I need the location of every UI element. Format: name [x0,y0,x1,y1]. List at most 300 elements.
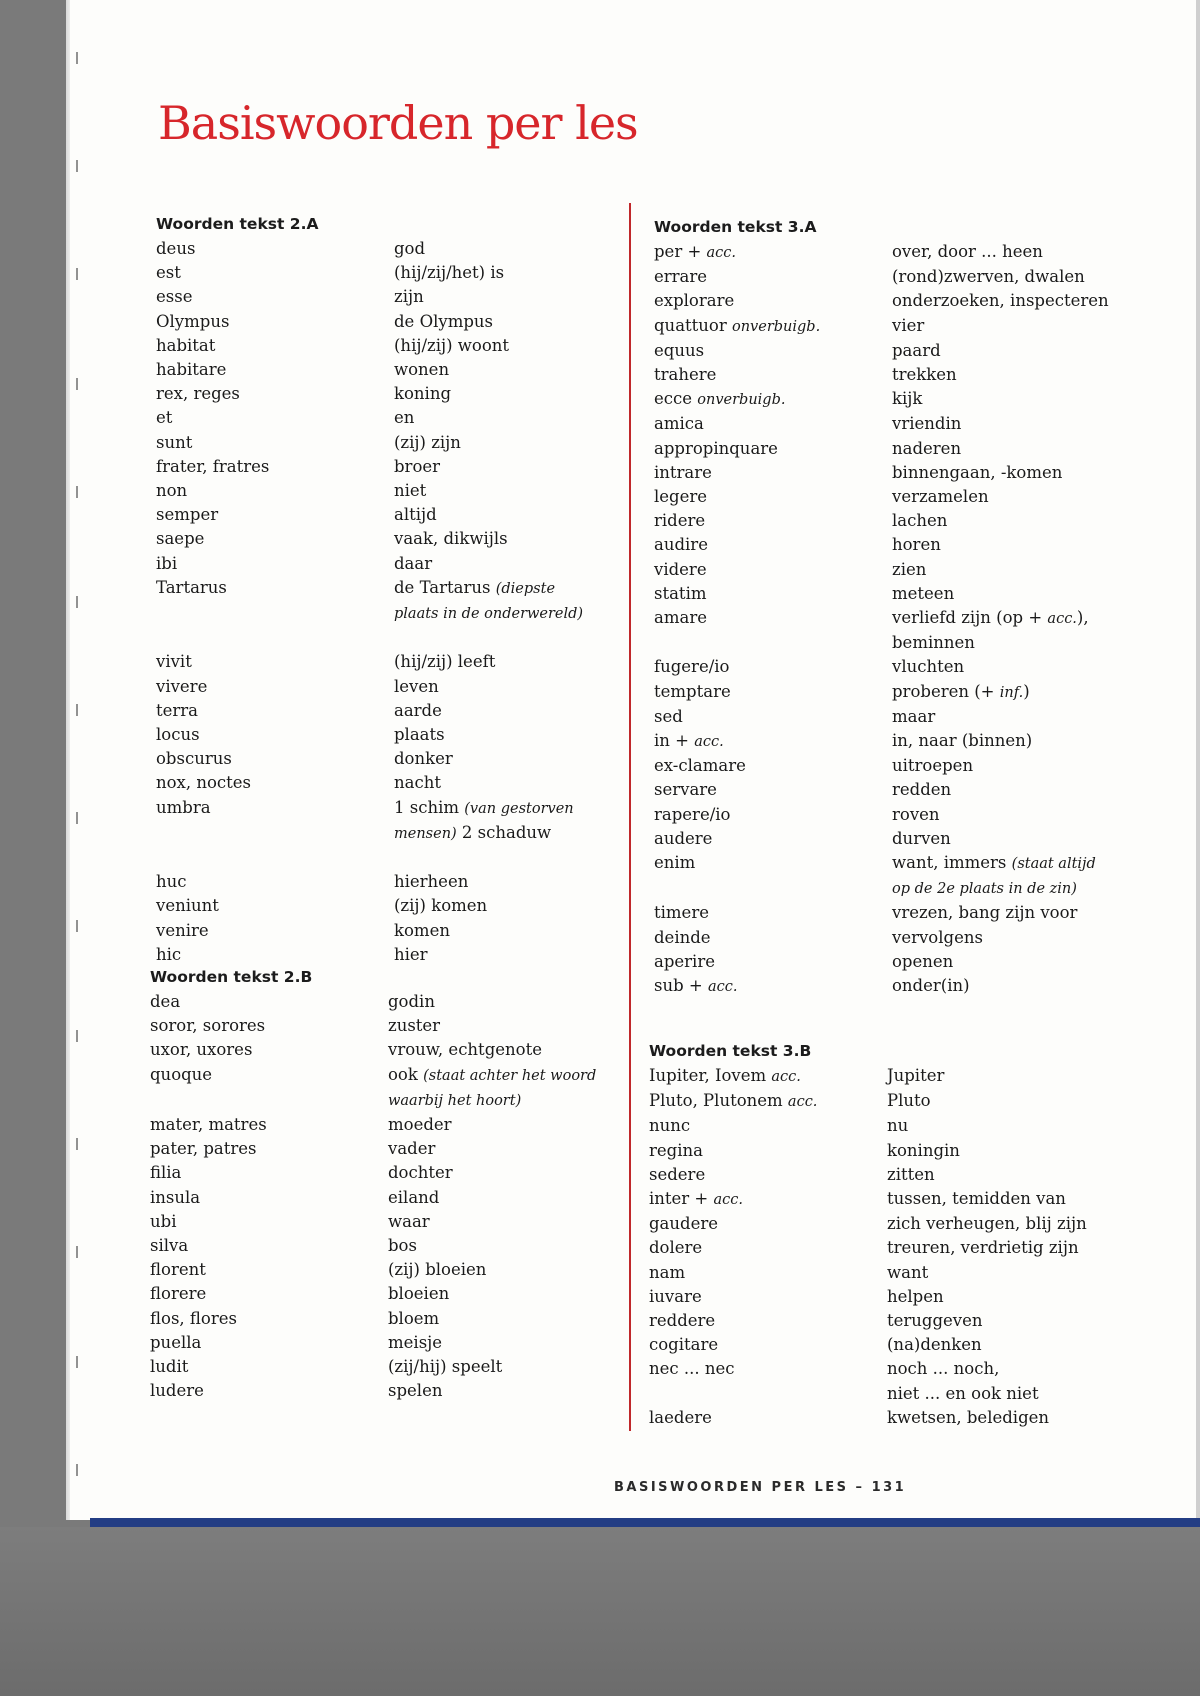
latin-text: dea [150,992,181,1011]
grammar-note: onverbuigb. [697,392,786,409]
dutch-translation [892,582,1122,606]
latin-word [654,827,892,851]
latin-word [654,437,892,461]
latin-text: dolere [649,1238,703,1258]
dutch-text: nacht [394,773,441,793]
dutch-translation [892,803,1122,827]
dutch-translation [887,1333,1117,1357]
latin-word [654,289,892,313]
section-heading: Woorden tekst 2.B [150,968,313,986]
dutch-text: zitten [887,1164,935,1184]
latin-text: pater, patres [150,1139,257,1159]
section-tekst-3a [654,215,1122,999]
dutch-translation [394,747,639,771]
dutch-translation [394,894,639,918]
dutch-text: daar [394,553,433,573]
latin-text: uxor, uxores [150,1040,253,1060]
dutch-text: plaats [394,725,445,745]
dutch-translation [887,1212,1117,1236]
dutch-text: god [394,239,426,258]
dutch-translation [887,1357,1117,1381]
latin-word [150,1379,388,1403]
latin-text: ridere [654,511,706,531]
dutch-text: (hij/zij/het) is [394,263,505,283]
dutch-translation [388,1038,633,1062]
vocab-row [654,974,1122,999]
dutch-text: noch ... noch, [887,1359,1000,1379]
dutch-translation [892,705,1122,729]
dutch-translation [892,461,1122,485]
latin-word [150,1355,388,1379]
dutch-text: Jupiter [887,1066,945,1085]
vocab-row [150,1088,633,1113]
latin-text: amare [654,608,707,628]
vocab-row [156,650,639,674]
translation-note: acc. [1047,611,1077,628]
dutch-text: durven [892,828,951,848]
vocab-row [150,1038,633,1062]
latin-text: sub + [654,976,708,996]
dutch-text: vrouw, echtgenote [388,1040,542,1060]
latin-word [156,406,394,430]
dutch-translation [394,723,639,747]
vocab-row [156,237,639,261]
dutch-translation [892,827,1122,851]
dutch-translation [892,680,1122,705]
dutch-translation [388,1161,633,1185]
vocab-row [654,851,1122,876]
latin-text: hic [156,944,182,964]
dutch-translation [892,412,1122,436]
dutch-text: over, door ... heen [892,242,1043,261]
latin-text: temptare [654,681,731,701]
latin-text: reddere [649,1311,716,1331]
dutch-text: kijk [892,389,923,409]
dutch-text: waar [388,1211,430,1231]
dutch-translation [394,334,639,358]
dutch-text: en [394,408,415,428]
dutch-translation [892,485,1122,509]
vocab-row [654,485,1122,509]
latin-word [654,240,892,265]
vocab-row [156,310,639,334]
dutch-translation [887,1089,1117,1113]
latin-word [156,699,394,723]
dutch-translation [394,919,639,943]
translation-note: (diepste [495,580,556,597]
latin-text: sunt [156,432,193,452]
dutch-text: proberen (+ [892,681,1000,701]
dutch-translation [887,1114,1117,1138]
dutch-text: eiland [388,1187,440,1207]
latin-text: statim [654,583,707,603]
dutch-text: binnengaan, -komen [892,462,1063,482]
dutch-translation [892,289,1122,313]
dutch-translation [394,455,639,479]
dutch-translation [388,1063,633,1088]
section-tekst-3b [649,1039,1117,1430]
latin-word [156,943,394,967]
dutch-translation [388,1113,633,1137]
dutch-translation [887,1187,1117,1211]
vocab-row [156,723,639,747]
vocab-row [654,461,1122,485]
vocab-row [654,289,1122,313]
dutch-translation [892,974,1122,998]
latin-word [150,990,388,1014]
latin-word [156,261,394,285]
latin-word [156,771,394,795]
dutch-text: beminnen [892,633,975,653]
vocab-row [156,576,639,601]
vocab-row [654,901,1122,925]
dutch-translation [887,1163,1117,1187]
dutch-translation [394,310,639,334]
latin-text: puella [150,1332,202,1352]
latin-text: cogitare [649,1335,719,1355]
vocab-row [156,382,639,406]
latin-word [156,358,394,382]
dutch-translation [388,990,633,1014]
dutch-translation [394,527,639,551]
grammar-note: acc. [713,1192,744,1209]
dutch-translation [892,437,1122,461]
latin-word [654,533,892,557]
latin-word [654,974,892,999]
latin-text: nec ... nec [649,1359,735,1379]
page-title: Basiswoorden per les [158,96,638,150]
vocab-list [649,1064,1117,1430]
dutch-text: kwetsen, beledigen [887,1407,1050,1427]
latin-word [150,1161,388,1185]
latin-text: veniunt [156,896,219,916]
latin-word [654,606,892,630]
dutch-text: koning [394,384,452,404]
latin-word [654,803,892,827]
latin-word [156,310,394,334]
vocab-row [156,479,639,503]
vocab-row [654,363,1122,387]
vocab-row [654,803,1122,827]
vocab-row [156,455,639,479]
latin-word [156,285,394,309]
latin-text: rapere/io [654,804,731,824]
dutch-text: vader [388,1139,436,1159]
latin-word [654,851,892,875]
dutch-text: vriendin [892,414,962,434]
latin-word [654,778,892,802]
vocab-row [649,1114,1117,1138]
latin-word [649,1285,887,1309]
latin-word [649,1261,887,1285]
dutch-text: want, immers [892,853,1007,873]
dutch-text: teruggeven [887,1311,983,1331]
latin-text: venire [156,920,209,940]
dutch-text: wonen [394,360,450,380]
vocab-row [150,1210,633,1234]
vocab-row [150,1355,633,1379]
dutch-translation [394,358,639,382]
latin-text: vivit [156,652,192,672]
latin-text: semper [156,505,219,525]
dutch-translation [388,1307,633,1331]
vocab-row [654,240,1122,265]
dutch-text: vervolgens [892,927,983,947]
dutch-translation [394,285,639,309]
latin-word [654,509,892,533]
dutch-text: openen [892,951,954,971]
dutch-text: ook [388,1064,418,1084]
latin-text: Iupiter, Iovem [649,1066,772,1085]
dutch-text: broer [394,456,441,476]
vocab-row [654,926,1122,950]
spacer [156,626,639,650]
dutch-translation [892,778,1122,802]
latin-text: Tartarus [156,577,227,597]
latin-text: intrare [654,462,712,482]
dutch-text: zijn [394,287,424,307]
dutch-text: verzamelen [892,487,989,507]
vocab-row [150,1282,633,1306]
vocab-row [649,1139,1117,1163]
latin-text: habitare [156,360,227,380]
latin-text: ibi [156,553,178,573]
dutch-translation [892,339,1122,363]
latin-word [649,1406,887,1430]
latin-word [150,1063,388,1087]
latin-word [156,894,394,918]
page-footer: BASISWOORDEN PER LES – 131 [614,1480,907,1495]
latin-word [150,1331,388,1355]
dutch-text: roven [892,804,940,824]
dutch-text: spelen [388,1381,443,1401]
section-tekst-2b [150,965,633,1403]
dutch-text: donker [394,749,453,769]
dutch-text: onderzoeken, inspecteren [892,291,1109,311]
latin-text: locus [156,725,200,745]
dutch-translation [892,606,1122,631]
vocab-row [654,412,1122,436]
dutch-translation [388,1014,633,1038]
dutch-text: godin [388,992,435,1011]
latin-word [150,1038,388,1062]
translation-note: (staat achter het woord [423,1067,597,1084]
dutch-text: de Olympus [394,311,493,331]
latin-word [156,334,394,358]
vocab-row [156,870,639,894]
dutch-translation [394,821,639,846]
latin-word [654,950,892,974]
dutch-translation [892,655,1122,679]
dutch-translation [388,1258,633,1282]
translation-note: op de 2e plaats in de zin) [892,881,1077,898]
dutch-translation [388,1088,633,1113]
binding-marks [76,0,80,1500]
vocab-row [654,314,1122,339]
dutch-text: zien [892,559,927,579]
dutch-text: (zij/hij) speelt [388,1357,503,1377]
dutch-translation [388,1282,633,1306]
latin-text: filia [150,1163,182,1183]
dutch-translation [388,1379,633,1403]
translation-note: mensen) [394,825,457,842]
dutch-translation [892,926,1122,950]
vocab-row [654,339,1122,363]
dutch-text: hierheen [394,872,469,892]
dutch-translation [388,1186,633,1210]
latin-text: inter + [649,1189,714,1209]
latin-text: audere [654,828,713,848]
vocab-row [150,1137,633,1161]
latin-text: silva [150,1236,189,1256]
dutch-text: altijd [394,505,437,525]
latin-word [649,1139,887,1163]
vocab-row [654,754,1122,778]
latin-text: deinde [654,927,711,947]
latin-text: soror, sorores [150,1016,266,1036]
dutch-text: meteen [892,583,955,603]
dutch-text: Pluto [887,1091,931,1111]
dutch-translation [892,631,1122,655]
latin-text: flos, flores [150,1308,237,1328]
dutch-translation [892,950,1122,974]
latin-text: aperire [654,951,715,971]
dutch-translation [394,771,639,795]
dutch-translation [887,1285,1117,1309]
dutch-translation [394,675,639,699]
vocab-row [156,527,639,551]
translation-note: (staat altijd [1011,856,1096,873]
latin-word [156,552,394,576]
dutch-translation [887,1236,1117,1260]
latin-text: est [156,263,181,283]
dutch-translation [892,876,1122,901]
translation-note: inf. [999,684,1024,701]
latin-word [654,265,892,289]
vocab-row [649,1064,1117,1089]
dutch-text: redden [892,780,952,800]
dutch-translation [887,1064,1117,1088]
latin-word [649,1309,887,1333]
latin-word [654,901,892,925]
latin-text: nunc [649,1116,691,1136]
latin-word [150,1307,388,1331]
latin-text: timere [654,903,709,923]
dutch-translation [394,431,639,455]
latin-word [156,527,394,551]
latin-text: errare [654,267,708,287]
vocab-row [654,827,1122,851]
dutch-translation [892,754,1122,778]
latin-word [156,675,394,699]
latin-text: nox, noctes [156,773,252,793]
dutch-text: 2 schaduw [456,822,552,842]
vocab-row [649,1357,1117,1381]
dutch-translation [892,363,1122,387]
vocab-row [649,1212,1117,1236]
latin-text: audire [654,535,708,555]
dutch-text: niet ... en ook niet [887,1383,1039,1403]
dutch-text: (hij/zij) woont [394,335,510,355]
translation-note: (van gestorven [464,800,574,817]
latin-text: amica [654,414,704,434]
dutch-text: lachen [892,511,948,531]
latin-word [654,680,892,704]
latin-text: trahere [654,365,717,385]
vocab-row [654,705,1122,729]
latin-text: Olympus [156,311,230,331]
latin-text: frater, fratres [156,456,270,476]
latin-text: quoque [150,1064,213,1084]
grammar-note: acc. [694,734,724,751]
dutch-text: (hij/zij) leeft [394,652,496,672]
latin-word [156,431,394,455]
latin-word [156,382,394,406]
latin-word [649,1163,887,1187]
vocab-row [150,1307,633,1331]
latin-word [156,650,394,674]
vocab-row [654,631,1122,655]
latin-word [654,412,892,436]
latin-text: nam [649,1262,686,1282]
dutch-translation [394,237,639,261]
vocab-row [649,1261,1117,1285]
dutch-text: verliefd zijn (op + [892,608,1048,628]
dutch-text: horen [892,535,941,555]
vocab-row [150,1113,633,1137]
latin-word [649,1236,887,1260]
dutch-translation [887,1261,1117,1285]
latin-word [654,485,892,509]
translation-note: waarbij het hoort) [388,1092,522,1109]
latin-word [156,237,394,261]
vocab-row [156,771,639,795]
latin-text: non [156,481,188,501]
latin-word [654,729,892,754]
latin-text: ecce [654,389,698,409]
latin-text: insula [150,1187,201,1207]
dutch-translation [892,729,1122,753]
dutch-translation [388,1331,633,1355]
latin-text: iuvare [649,1286,702,1306]
dutch-translation [394,552,639,576]
latin-text: servare [654,780,717,800]
vocab-row [156,894,639,918]
latin-text: regina [649,1140,703,1160]
latin-word [649,1357,887,1381]
dutch-text: (rond)zwerven, dwalen [892,267,1085,287]
latin-text: ubi [150,1211,177,1231]
dutch-translation [394,943,639,967]
dutch-text: bloeien [388,1284,450,1304]
latin-word [156,747,394,771]
latin-text: habitat [156,335,216,355]
vocab-row [150,1014,633,1038]
dutch-translation [887,1406,1117,1430]
vocab-list [156,237,639,967]
vocab-row [654,582,1122,606]
latin-text: sedere [649,1164,706,1184]
grammar-note: acc. [771,1069,801,1085]
latin-word [150,1210,388,1234]
dutch-text: onder(in) [892,976,970,996]
dutch-translation [887,1382,1117,1406]
dutch-translation [892,265,1122,289]
vocab-row [156,821,639,846]
vocab-row [150,1234,633,1258]
latin-word [649,1187,887,1212]
dutch-text: zuster [388,1016,441,1036]
